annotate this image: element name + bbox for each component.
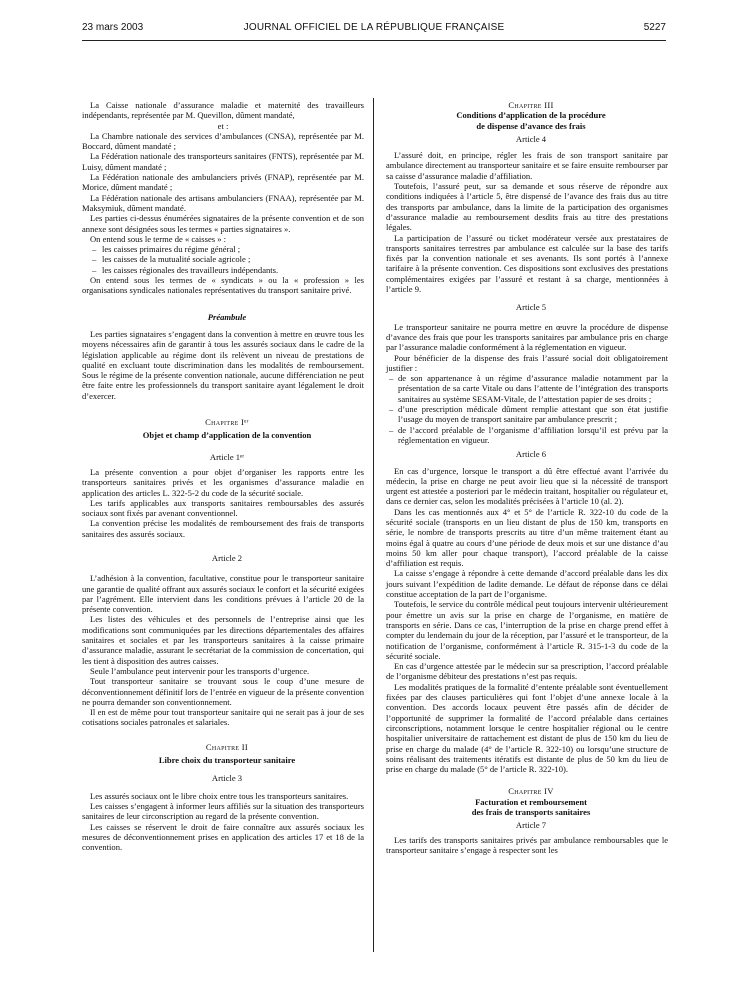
conjunction-et: et :: [217, 120, 229, 131]
paragraph: La Fédération nationale des artisans ambulanciers (FNAA), représentée par M. Maksymiuk, dûment mandaté.: [82, 192, 364, 213]
article-heading: Article 4: [515, 133, 547, 144]
paragraph: En cas d’urgence attestée par le médecin sur sa prescription, l’accord préalable de l’organisme débiteur des prestations n’est pas requis.: [386, 661, 668, 682]
chapter-title: Libre choix du transporteur sanitaire: [158, 755, 296, 766]
paragraph: La caisse s’engage à répondre à cette demande d’accord préalable dans les dix jours suivant l’expédition de ladite demande. Le défaut de réponse dans ce délai constitue acceptation de la part de l’organisme.: [386, 568, 668, 600]
paragraph: Seule l’ambulance peut intervenir pour les transports d’urgence.: [90, 665, 310, 676]
paragraph: La Caisse nationale d’assurance maladie et maternité des travailleurs indépendants, représentée par M. Quevillon, dûment mandaté,: [82, 100, 364, 121]
article-heading: Article 6: [515, 449, 547, 460]
list-item: – d’une prescription médicale dûment remplie attestant que son état justifie l’usage du moyen de transport sanitaire par ambulance prescrit ;: [386, 404, 668, 425]
paragraph: Les caisses se réservent le droit de faire connaître aux assurés sociaux les mesures de déconventionnement prises en application des articles 17 et 18 de la convention.: [82, 821, 364, 853]
paragraph: La présente convention a pour objet d’organiser les rapports entre les transporteurs sanitaires privés et les organismes d’assurance maladie en application des articles L. 322-5-2 du code de la sécurité sociale.: [82, 466, 364, 498]
article-heading: Article 7: [515, 820, 547, 831]
chapter-title-line: des frais de transports sanitaires: [471, 807, 591, 817]
list-item: – les caisses primaires du régime général ;: [82, 244, 364, 254]
list-item: – de l’accord préalable de l’organisme d’affiliation lorsqu’il est prévu par la réglementation en vigueur.: [386, 425, 668, 446]
article-heading: Article 1ᵉʳ: [209, 451, 245, 462]
paragraph: Toutefois, le service du contrôle médical peut toujours intervenir ultérieurement pour émettre un avis sur la prise en charge de l’organisme, en matière de transports en série. Dans ce cas, l’interruption de la prise en charge prend effet à compter du lendemain du jour de la réception, par l’assuré et le transporteur, de la notification de l’organisme, conformément à l’article R. 315-1-3 du code de la sécurité sociale.: [386, 599, 668, 661]
paragraph: La convention précise les modalités de remboursement des frais de transports sanitaires des assurés sociaux.: [82, 518, 364, 539]
justification-list: [386, 373, 668, 445]
paragraph: Les modalités pratiques de la formalité d’entente préalable sont éventuellement fixées par des clauses particulières qui font l’objet d’une annexe locale à la convention. Des accords locaux peuvent être passés afin de décider de l’opportunité de supprimer la formalité de l’accord préalable dans certaines circonscriptions, notamment lorsque le centre hospitalier régional ou le centre hospitalier universitaire de rattachement est distant de plus de 150 km du lieu de prise en charge du malade (4° de l’article R. 322-10) ou lorsqu’une structure de soins réalisant des traitements itératifs est distante de plus de 50 km du lieu de prise en charge du malade (5° de l’article R. 322-10).: [386, 681, 668, 775]
paragraph: Les assurés sociaux ont le libre choix entre tous les transporteurs sanitaires.: [90, 790, 349, 801]
article-heading: Article 2: [211, 552, 243, 563]
chapter-title-line: Facturation et remboursement: [475, 796, 587, 807]
chapter-heading: Chapitre Iᵉʳ: [205, 417, 249, 428]
preamble-title: Préambule: [207, 311, 247, 322]
chapter-heading: Chapitre IV: [508, 786, 554, 797]
paragraph: En cas d’urgence, lorsque le transport a dû être effectué avant l’arrivée du médecin, la prise en charge ne peut avoir lieu que si la nécessité de transport urgent est attestée a posteriori par le médecin traitant, hospitalier ou régulateur et, dans ce dernier cas, selon les modalités précisées à l’article 10 (al. 2).: [386, 465, 668, 507]
paragraph: La Fédération nationale des ambulanciers privés (FNAP), représentée par M. Morice, dûment mandaté ;: [82, 172, 364, 193]
page-header: [82, 22, 666, 36]
caisses-list: [82, 244, 364, 275]
paragraph: Toutefois, l’assuré peut, sur sa demande et sous réserve de répondre aux conditions indiquées à l’article 5, être dispensé de l’avance des frais dus au titre des transports par ambulance, dans la limite de la participation des organismes d’assurance maladie au remboursement desdits frais au titre des prestations légales.: [386, 181, 668, 233]
article-heading: Article 3: [211, 773, 243, 784]
paragraph: Tout transporteur sanitaire se trouvant sous le coup d’une mesure de déconventionnement définitif lors de l’entrée en vigueur de la présente convention ne pourra demander son conventionnement.: [82, 676, 364, 707]
right-column: [386, 100, 668, 855]
paragraph: L’adhésion à la convention, facultative, constitue pour le transporteur sanitaire une garantie de qualité offrant aux assurés sociaux le confort et la sécurité exigées par l’agrément. Elle intervient dans les conditions prévues à l’article 20 de la présente convention.: [82, 573, 364, 615]
paragraph: Dans les cas mentionnés aux 4° et 5° de l’article R. 322-10 du code de la sécurité sociale (transports en un lieu distant de plus de 150 km, transports en série, le nombre de transports prescrits au titre d’un même traitement étant au moins égal à quatre au cours d’une période de deux mois et sur une distance d’au moins 50 km aller pour chaque transport), l’accord préalable de la caisse d’affiliation est requis.: [386, 506, 668, 569]
paragraph: Le transporteur sanitaire ne pourra mettre en œuvre la procédure de dispense d’avance des frais que pour les transports sanitaires par ambulance pris en charge par l’assurance maladie conformément à la réglementation en vigueur.: [386, 321, 668, 353]
column-divider: [373, 98, 374, 952]
paragraph: On entend sous les termes de « syndicats » ou la « profession » les organisations syndicales nationales représentatives du transport sanitaire privé.: [82, 275, 364, 296]
chapter-heading: Chapitre II: [205, 741, 249, 752]
paragraph: L’assuré doit, en principe, régler les frais de son transport sanitaire par ambulance directement au transporteur sanitaire et se faire ensuite rembourser par sa caisse d’assurance maladie d’affiliation.: [386, 150, 668, 181]
header-date: 23 mars 2003: [82, 22, 144, 33]
chapter-heading: Chapitre III: [508, 100, 554, 110]
header-rule: [82, 40, 666, 41]
chapter-title: Objet et champ d’application de la convention: [142, 430, 312, 441]
article-heading: Article 5: [515, 302, 547, 313]
paragraph: Pour bénéficier de la dispense des frais l’assuré social doit obligatoirement justifier :: [386, 352, 668, 373]
left-column: [82, 100, 364, 852]
paragraph: Les listes des véhicules et des personnels de l’entreprise ainsi que les modifications sont communiquées par les directions départementales des affaires sanitaires et sociales et par les transporteurs sanitaires à la caisse primaire d’assurance maladie, assurant le secrétariat de la commission de concertation, qui les tient à disposition des autres caisses.: [82, 614, 364, 666]
paragraph: On entend sous le terme de « caisses » :: [90, 233, 227, 244]
paragraph: La Chambre nationale des services d’ambulances (CNSA), représentée par M. Boccard, dûment mandaté ;: [82, 130, 364, 152]
preamble-text: Les parties signataires s’engagent dans la convention à mettre en œuvre tous les moyens nécessaires afin de garantir à tous les assurés sociaux dans le cadre de la législation applicable au régime dont ils relèvent un niveau de prestations de qualité en excluant toute discrimination dans les modalités de remboursement. Sous le régime de la présente convention nationale, aucune différenciation ne peut être faite entre les professionnels du transport sanitaire ayant légalement le droit d’exercer.: [82, 328, 364, 401]
paragraph: Il en est de même pour tout transporteur sanitaire qui ne serait pas à jour de ses cotisations sociales patronales et salariales.: [82, 707, 364, 728]
paragraph: Les caisses s’engagent à informer leurs affiliés sur la situation des transporteurs sanitaires de leur circonscription au regard de la présente convention.: [82, 800, 364, 822]
header-page-number: 5227: [643, 22, 666, 33]
paragraph: Les parties ci-dessus énumérées signataires de la présente convention et de son annexe sont désignées sous les termes « parties signataires ».: [82, 213, 364, 234]
chapter-title-line: de dispense d’avance des frais: [476, 120, 586, 131]
list-item: – les caisses de la mutualité sociale agricole ;: [82, 254, 364, 264]
paragraph: Les tarifs des transports sanitaires privés par ambulance remboursables que le transporteur sanitaire s’engage à respecter sont les: [386, 834, 668, 855]
header-journal-title: JOURNAL OFFICIEL DE LA RÉPUBLIQUE FRANÇAISE: [243, 22, 505, 33]
chapter-title-line: Conditions d’application de la procédure: [456, 110, 606, 121]
list-item: – les caisses régionales des travailleurs indépendants.: [82, 265, 364, 275]
list-item: – de son appartenance à un régime d’assurance maladie notamment par la présentation de sa carte Vitale ou dans l’attente de l’intégration des transports sanitaires au système SESAM-Vitale, de l’attestation papier de ses droits ;: [386, 373, 668, 404]
paragraph: La participation de l’assuré ou ticket modérateur versée aux prestataires de transports sanitaires terrestres par ambulance est calculée sur la base des tarifs fixés par la convention nationale et ses avenants. Ils sont portés à l’annexe tarifaire à la présente convention. Ces dispositions sont exclusives des prestations complémentaires exigées par l’assuré et restant à sa charge, mentionnées à l’article 9.: [386, 232, 668, 295]
paragraph: La Fédération nationale des transporteurs sanitaires (FNTS), représentée par M. Luisy, dûment mandaté ;: [82, 151, 364, 172]
paragraph: Les tarifs applicables aux transports sanitaires remboursables des assurés sociaux sont fixés par avenant conventionnel.: [82, 497, 364, 519]
